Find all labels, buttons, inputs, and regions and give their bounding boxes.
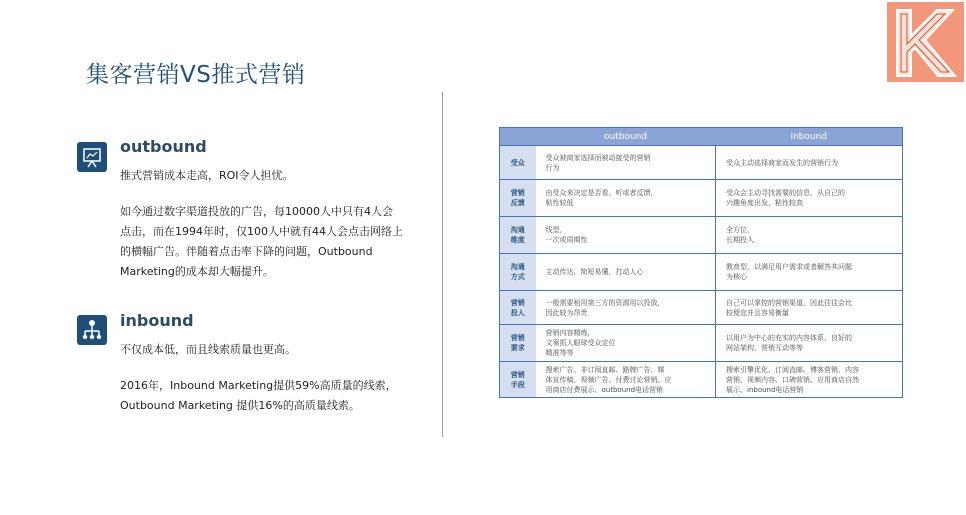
- inbound-cell: [716, 325, 903, 362]
- outbound-cell-line: 由受众来决定是否看、听或者反馈，: [545, 189, 658, 197]
- outbound-cell-line: 主动传达，简短易懂，打动人心: [545, 268, 644, 276]
- inbound-cell: [716, 362, 903, 398]
- outbound-cell-line: 体宣传稿、视频广告、付费讨论营销、应: [545, 375, 672, 384]
- outbound-cell-line: 用商店付费展示、outbound电话营销: [545, 385, 664, 394]
- comparison-table: [499, 127, 903, 398]
- inbound-cell-line: 搜索引擎优化、订阅直邮、博客营销、内容: [726, 365, 859, 374]
- row-label-line: 营销: [510, 189, 525, 197]
- inbound-cell-line: 全方位，: [726, 226, 754, 234]
- outbound-cell: [536, 254, 716, 291]
- row-label-line: 营销: [510, 298, 525, 307]
- outbound-cell-line: 受众被商家选择而被动接受的营销: [545, 153, 651, 162]
- vertical-divider: [442, 92, 443, 437]
- inbound-cell-line: 受众主动选择商家而发生的营销行为: [726, 158, 838, 167]
- row-label-line: 反馈: [510, 199, 525, 207]
- inbound-cell: [716, 217, 903, 254]
- row-label-line: 投入: [510, 308, 525, 317]
- table-header-row: [500, 128, 903, 146]
- table-header-inbound: inbound: [716, 128, 903, 146]
- outbound-cell-line: 线型，: [545, 226, 567, 234]
- table-row: [500, 362, 903, 398]
- row-label-line: 营销: [510, 370, 525, 379]
- inbound-cell: [716, 291, 903, 325]
- page-title: 集客营销VS推式营销: [86, 62, 306, 88]
- outbound-cell-line: 行为: [545, 163, 560, 172]
- k-logo-icon: [887, 2, 964, 82]
- outbound-detail-line: Marketing的成本却大幅提升。: [120, 265, 274, 278]
- inbound-cell-line: 较便宜并且容易衡量: [726, 308, 789, 317]
- outbound-detail-line: 的横幅广告。伴随着点击率下降的问题，Outbound: [120, 245, 373, 258]
- inbound-cell-line: 展示、inbound电话营销: [726, 385, 804, 394]
- inbound-cell: [716, 180, 903, 217]
- outbound-text: [120, 166, 420, 282]
- outbound-detail-line: 点击，而在1994年时，仅100人中就有44人会点击网络上: [120, 225, 403, 238]
- table-row: [500, 325, 903, 362]
- inbound-cell-line: 营销、视频内容、口碑营销、应用商店自然: [726, 375, 859, 384]
- presentation-board-icon: [77, 142, 107, 172]
- outbound-cell-line: 文案抓人眼球受众定位: [545, 339, 616, 347]
- inbound-heading: inbound: [120, 311, 194, 330]
- row-label-line: 受众: [510, 158, 525, 167]
- table-row: [500, 146, 903, 180]
- row-label-line: 方式: [510, 273, 525, 281]
- table-row: [500, 180, 903, 217]
- table-row: [500, 254, 903, 291]
- row-label: [500, 254, 536, 291]
- table-row: [500, 217, 903, 254]
- row-label-line: 沟通: [510, 263, 525, 271]
- row-label-line: 维度: [510, 236, 525, 244]
- inbound-detail-line: 2016年，Inbound Marketing提供59%高质量的线索，: [120, 379, 397, 392]
- row-label-line: 要求: [510, 344, 525, 352]
- table-header-cell: [500, 128, 536, 146]
- inbound-cell-line: 网站架构，营销互动等等: [726, 344, 803, 352]
- outbound-summary: 推式营销成本走高，ROI令人担忧。: [120, 169, 294, 182]
- row-label: [500, 291, 536, 325]
- inbound-cell-line: 兴趣角度出发，粘性较高: [726, 199, 803, 207]
- inbound-cell-line: 自己可以掌控的营销渠道，因此往往会比: [726, 298, 852, 307]
- outbound-cell-line: 因此较为昂贵: [545, 308, 588, 317]
- outbound-heading: outbound: [120, 137, 207, 156]
- outbound-cell: [536, 180, 716, 217]
- row-label-line: 营销: [510, 334, 525, 342]
- inbound-cell-line: 受众会主动寻找需要的信息，从自己的: [726, 189, 845, 197]
- outbound-cell-line: 粘性较低: [545, 199, 574, 207]
- inbound-detail-line: Outbound Marketing 提供16%的高质量线索。: [120, 399, 360, 412]
- row-label: [500, 146, 536, 180]
- row-label-line: 手段: [510, 380, 525, 389]
- inbound-cell: [716, 146, 903, 180]
- row-label: [500, 325, 536, 362]
- outbound-cell: [536, 146, 716, 180]
- row-label: [500, 362, 536, 398]
- row-label: [500, 180, 536, 217]
- outbound-cell: [536, 291, 716, 325]
- row-label-line: 沟通: [510, 226, 525, 234]
- outbound-cell: [536, 362, 716, 398]
- outbound-cell-line: 精准等等: [545, 349, 574, 357]
- inbound-cell-line: 教育型，以满足用户需求或者解答其问题: [726, 263, 852, 271]
- outbound-cell: [536, 217, 716, 254]
- outbound-cell-line: 一般需要租用第三方的资源用以投放，: [545, 298, 665, 307]
- outbound-cell-line: 营销内容精炼，: [545, 329, 595, 337]
- row-label: [500, 217, 536, 254]
- inbound-cell-line: 长期投入: [726, 236, 754, 244]
- outbound-cell-line: 搜索广告、非订阅直邮、路牌广告、媒: [545, 365, 665, 374]
- inbound-cell: [716, 254, 903, 291]
- inbound-text: [120, 340, 420, 416]
- outbound-detail-line: 如今通过数字渠道投放的广告，每10000人中只有4人会: [120, 205, 393, 218]
- inbound-cell-line: 为核心: [726, 273, 747, 281]
- outbound-cell: [536, 325, 716, 362]
- table-row: [500, 291, 903, 325]
- inbound-summary: 不仅成本低，而且线索质量也更高。: [120, 343, 296, 356]
- outbound-cell-line: 一次或周期性: [545, 236, 588, 244]
- network-people-icon: [77, 315, 107, 345]
- inbound-cell-line: 以用户为中心的充实的内容体系，良好的: [726, 334, 852, 342]
- table-header-outbound: outbound: [536, 128, 716, 146]
